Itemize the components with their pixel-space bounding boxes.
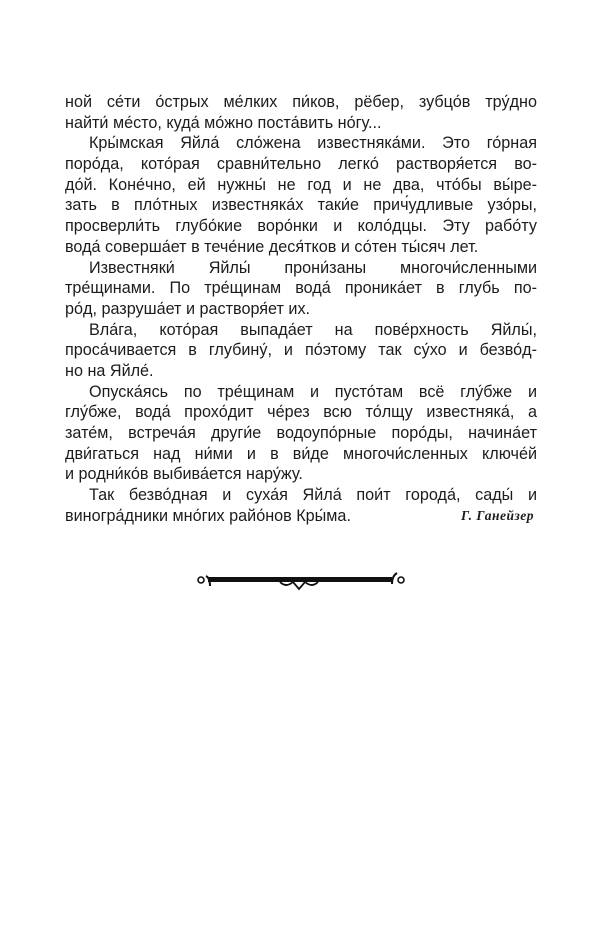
text-line: и родни́ко́в выбива́ется нару́жу. — [65, 465, 303, 484]
text-line: тре́щинами. По тре́щинам вода́ проника́ет в глубь по- — [65, 279, 537, 298]
text-line: найти́ ме́сто, куда́ мо́жно поста́вить но́гу... — [65, 113, 382, 132]
text-line: просверли́ть глубо́кие воро́нки и коло́дцы. Эту рабо́ту — [65, 217, 537, 236]
text-line: глу́бже, вода́ прохо́дит че́рез всю то́лщу известняка́, а — [65, 403, 537, 422]
text-line: Так безво́дная и суха́я Яйла́ пои́т города́, сады́ и — [89, 486, 537, 505]
text-line: зате́м, встреча́я други́е водоупо́рные поро́ды, начина́ет — [65, 424, 537, 442]
text-line: поро́да, кото́рая сравни́тельно легко́ растворя́ется во- — [65, 155, 537, 174]
text-line: Вла́га, кото́рая выпада́ет на пове́рхность Яйлы́, — [89, 320, 537, 339]
text-line: проса́чивается в глубину́, и по́этому так су́хо и безво́д- — [65, 341, 537, 360]
document-body — [65, 92, 537, 526]
text-line: Кры́мская Яйла́ сло́жена известняка́ми. Это го́рная — [89, 134, 537, 153]
text-line: зать в пло́тных известняка́х таки́е прич́удливые узо́ры, — [65, 196, 537, 215]
text-line: ро́д, разруша́ет и растворя́ет их. — [65, 299, 311, 318]
text-line: вода́ соверша́ет в тече́ние деся́тков и со́тен ты́сяч лет. — [65, 237, 479, 256]
text-line: ной се́ти о́стрых ме́лких пи́ков, рёбер, зубцо́в тру́дно — [65, 93, 537, 111]
text-line: Известняки́ Яйлы́ прони́заны многочи́сленными — [89, 258, 537, 277]
text-line: виногра́дники мно́гих райо́нов Кры́ма. — [65, 506, 351, 525]
ornament-divider-icon — [196, 568, 406, 592]
text-line: Опуска́ясь по тре́щинам и пусто́там всё глу́бже и — [89, 382, 537, 401]
text-line: но на Яйле́. — [65, 361, 154, 380]
text-line: дви́гаться над ни́ми и в ви́де многочи́сленных ключе́й — [65, 444, 537, 463]
text-line: до́й. Коне́чно, ей нужны́ не год и не два, что́бы вы́ре- — [65, 175, 537, 194]
author-signature: Г. Ганейзер — [461, 508, 534, 523]
